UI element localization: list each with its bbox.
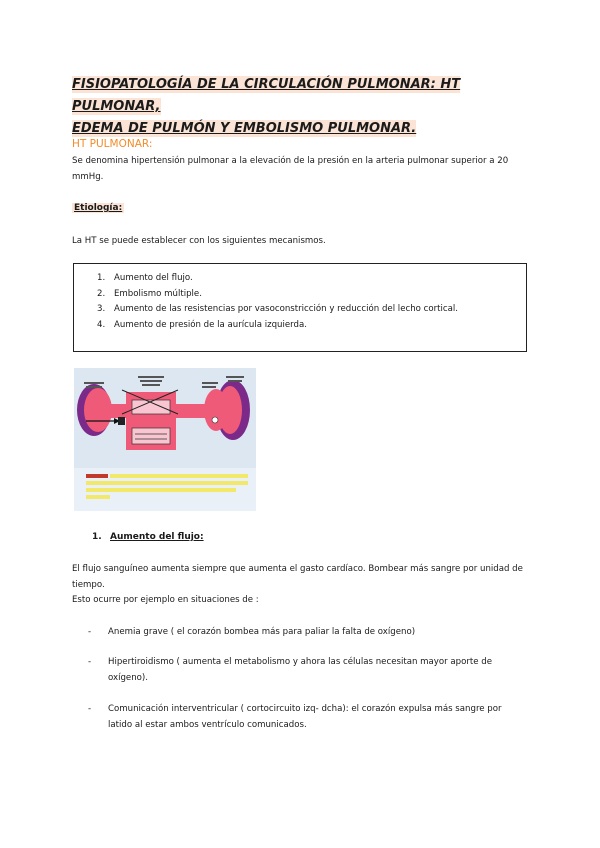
subsection-heading: 1. Aumento del flujo: xyxy=(92,532,204,542)
circulation-diagram-figure xyxy=(74,368,256,511)
section-title: HT PULMONAR: xyxy=(72,138,153,150)
situations-intro: Esto ocurre por ejemplo en situaciones de : xyxy=(72,595,259,605)
mechanisms-box xyxy=(73,263,527,352)
document-title xyxy=(72,74,532,140)
list-item: - Anemia grave ( el corazón bombea más para paliar la falta de oxígeno) xyxy=(88,627,416,637)
list-item: 1. Aumento del flujo. xyxy=(97,273,193,283)
flow-paragraph: El flujo sanguíneo aumenta siempre que aumenta el gasto cardíaco. Bombear más sangre por unidad de tiempo. xyxy=(72,564,523,590)
definition-paragraph: Se denomina hipertensión pulmonar a la elevación de la presión en la arteria pulmonar superior a 20 mmHg. xyxy=(72,156,509,182)
mechanisms-list xyxy=(97,271,458,333)
list-item: - Hipertiroidismo ( aumenta el metabolismo y ahora las células necesitan mayor aporte de oxígeno). xyxy=(88,657,493,683)
title-line-2: EDEMA DE PULMÓN Y EMBOLISMO PULMONAR. xyxy=(72,121,417,136)
title-line-1: FISIOPATOLOGÍA DE LA CIRCULACIÓN PULMONAR: HT PULMONAR, xyxy=(72,77,461,114)
list-item: - Comunicación interventricular ( cortocircuito izq- dcha): el corazón expulsa más sangre por latido al estar ambos ventrículo comunicados. xyxy=(88,704,502,730)
list-item: 4. Aumento de presión de la aurícula izquierda. xyxy=(97,319,308,330)
mechanisms-intro: La HT se puede establecer con los siguientes mecanismos. xyxy=(72,236,326,246)
etiologia-heading: Etiología: xyxy=(74,203,123,213)
list-item: 3. Aumento de las resistencias por vasoconstricción y reducción del lecho cortical. xyxy=(97,304,459,315)
list-item: 2. Embolismo múltiple. xyxy=(97,288,202,299)
